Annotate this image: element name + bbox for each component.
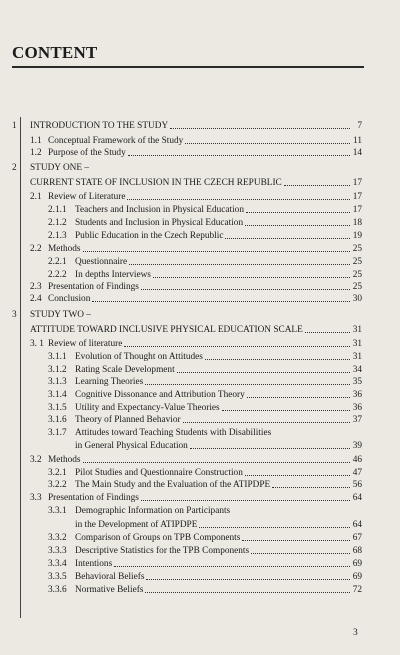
dot-leader	[114, 565, 350, 567]
toc-entry	[12, 121, 362, 131]
dot-leader	[124, 345, 350, 347]
toc-entry-title: Review of literature	[48, 339, 123, 349]
toc-entry-number: 2	[12, 163, 17, 173]
toc-entry-title: in the Development of ATIPDPE	[75, 520, 198, 530]
toc-entry-title: Questionnaire	[75, 257, 128, 267]
toc-entry	[30, 192, 362, 202]
toc-entry-number: 3.1.2	[48, 365, 67, 375]
toc-entry-number: 3.3.3	[48, 546, 67, 556]
toc-entry	[48, 270, 362, 280]
toc-entry-title: Normative Beliefs	[75, 585, 144, 595]
toc-entry	[12, 178, 362, 188]
toc-entry-page: 34	[352, 365, 362, 375]
toc-entry-number: 3.1.1	[48, 352, 67, 362]
toc-entry-title: Intentions	[75, 559, 113, 569]
toc-entry-title: ATTITUDE TOWARD INCLUSIVE PHYSICAL EDUCATION SCALE	[30, 325, 303, 335]
toc-entry-page: 31	[352, 325, 362, 335]
toc-entry-page: 47	[352, 468, 362, 478]
toc-entry-title: Presentation of Findings	[48, 282, 139, 292]
toc-entry-title: Students and Inclusion in Physical Education	[75, 218, 244, 228]
toc-entry	[48, 205, 362, 215]
toc-entry	[12, 325, 362, 335]
toc-entry-page: 17	[352, 205, 362, 215]
toc-entry-title: INTRODUCTION TO THE STUDY	[30, 121, 169, 131]
page-number: 3	[353, 628, 358, 638]
toc-entry-number: 2.1.3	[48, 231, 67, 241]
dot-leader	[153, 276, 350, 278]
dot-leader	[245, 224, 350, 226]
toc-entry-page: 37	[352, 415, 362, 425]
toc-entry-page: 11	[353, 136, 362, 146]
toc-entry	[48, 415, 362, 425]
toc-entry-title: Review of Literature	[48, 192, 126, 202]
title-underline	[12, 66, 364, 68]
toc-entry-number: 3.3.6	[48, 585, 67, 595]
toc-entry-page: 67	[352, 533, 362, 543]
toc-entry-number: 2.1.1	[48, 205, 67, 215]
toc-entry-page: 68	[352, 546, 362, 556]
toc-entry-number: 3.3.2	[48, 533, 67, 543]
toc-entry-page: 39	[352, 441, 362, 451]
toc-entry	[30, 244, 362, 254]
toc-entry-page: 56	[352, 480, 362, 490]
toc-entry	[48, 533, 362, 543]
toc-entry-page: 18	[352, 218, 362, 228]
toc-entry-number: 3.3.1	[48, 506, 67, 516]
toc-entry-page: 36	[352, 390, 362, 400]
toc-entry	[48, 585, 362, 595]
dot-leader	[305, 331, 350, 333]
toc-entry-number: 2.2.1	[48, 257, 67, 267]
toc-entry	[48, 559, 362, 569]
dot-leader	[83, 461, 350, 463]
dot-leader	[242, 539, 350, 541]
toc-entry	[48, 520, 362, 530]
toc-entry-page: 30	[352, 294, 362, 304]
toc-entry	[48, 377, 362, 387]
toc-entry-number: 2.4	[30, 294, 42, 304]
toc-entry-page: 25	[352, 282, 362, 292]
toc-entry-page: 31	[352, 352, 362, 362]
toc-entry-number: 2.1.2	[48, 218, 67, 228]
toc-entry-number: 3	[12, 310, 17, 320]
toc-entry-number: 3.1.5	[48, 403, 67, 413]
toc-entry	[48, 390, 362, 400]
toc-entry	[48, 218, 362, 228]
dot-leader	[92, 300, 350, 302]
toc-entry-title: Attitudes toward Teaching Students with Disabilities	[75, 428, 272, 438]
toc-entry-page: 64	[352, 493, 362, 503]
dot-leader	[145, 383, 350, 385]
toc-entry-number: 1.2	[30, 148, 42, 158]
toc-entry-page: 72	[352, 585, 362, 595]
toc-entry-page: 7	[357, 121, 362, 131]
toc-entry-number: 1	[12, 121, 17, 131]
toc-entry-title: Evolution of Thought on Attitudes	[75, 352, 203, 362]
toc-entry-number: 3.3.5	[48, 572, 67, 582]
dot-leader	[185, 142, 350, 144]
dot-leader	[284, 184, 350, 186]
toc-entry-title: STUDY ONE –	[30, 163, 90, 173]
toc-entry-title: The Main Study and the Evaluation of the ATIPDPE	[75, 480, 271, 490]
dot-leader	[225, 237, 350, 239]
toc-entry-title: Utility and Expectancy-Value Theories	[75, 403, 220, 413]
toc-entry-page: 31	[352, 339, 362, 349]
dot-leader	[222, 409, 350, 411]
toc-entry	[48, 428, 362, 438]
dot-leader	[246, 211, 350, 213]
dot-leader	[251, 552, 350, 554]
toc-entry	[48, 468, 362, 478]
toc-entry-number: 3.3	[30, 493, 42, 503]
page-title: CONTENT	[12, 43, 98, 62]
toc-entry	[30, 455, 362, 465]
toc-entry-page: 17	[352, 178, 362, 188]
dot-leader	[129, 263, 350, 265]
toc-entry-title: Demographic Information on Participants	[75, 506, 231, 516]
toc-entry-page: 25	[352, 244, 362, 254]
toc-entry-page: 14	[352, 148, 362, 158]
toc-entry-page: 17	[352, 192, 362, 202]
toc-entry-title: In depths Interviews	[75, 270, 151, 280]
dot-leader	[145, 591, 350, 593]
toc-entry-page: 19	[352, 231, 362, 241]
toc-entry-title: Learning Theories	[75, 377, 144, 387]
toc-entry	[30, 136, 362, 146]
toc-entry	[48, 480, 362, 490]
dot-leader	[141, 499, 350, 501]
toc-entry-page: 25	[352, 257, 362, 267]
toc-entry	[48, 403, 362, 413]
toc-entry	[48, 365, 362, 375]
toc-entry-title: Behavioral Beliefs	[75, 572, 145, 582]
toc-entry	[48, 257, 362, 267]
dot-leader	[170, 127, 350, 129]
toc-entry-title: CURRENT STATE OF INCLUSION IN THE CZECH REPUBLIC	[30, 178, 282, 188]
toc-entry-page: 46	[352, 455, 362, 465]
toc-entry	[30, 339, 362, 349]
toc-entry-title: Cognitive Dissonance and Attribution Theory	[75, 390, 245, 400]
toc-entry	[30, 493, 362, 503]
toc-entry-title: Conceptual Framework of the Study	[48, 136, 184, 146]
toc-entry-title: Teachers and Inclusion in Physical Education	[75, 205, 244, 215]
toc-entry-title: Public Education in the Czech Republic	[75, 231, 224, 241]
dot-leader	[199, 526, 350, 528]
toc-entry-page: 35	[352, 377, 362, 387]
toc-entry	[48, 546, 362, 556]
toc-entry-number: 1.1	[30, 136, 42, 146]
dot-leader	[205, 358, 350, 360]
toc-entry-number: 2.2	[30, 244, 42, 254]
toc-entry	[48, 231, 362, 241]
toc-entry	[48, 572, 362, 582]
toc-entry-number: 2.2.2	[48, 270, 67, 280]
dot-leader	[146, 578, 350, 580]
dot-leader	[128, 154, 350, 156]
toc-entry-number: 3.2	[30, 455, 42, 465]
toc-entry-title: Conclusion	[48, 294, 91, 304]
toc-entry	[48, 352, 362, 362]
toc-entry-number: 2.3	[30, 282, 42, 292]
toc-entry	[48, 506, 362, 516]
toc-entry-page: 69	[352, 572, 362, 582]
toc-entry	[48, 441, 362, 451]
toc-entry-page: 64	[352, 520, 362, 530]
toc-entry-number: 2.1	[30, 192, 42, 202]
dot-leader	[177, 371, 350, 373]
toc-entry-number: 3.2.1	[48, 468, 67, 478]
dot-leader	[127, 198, 350, 200]
toc-entry-title: Presentation of Findings	[48, 493, 139, 503]
toc-entry-title: Rating Scale Development	[75, 365, 175, 375]
toc-entry-title: STUDY TWO –	[30, 310, 91, 320]
toc-entry-number: 3.3.4	[48, 559, 67, 569]
toc-entry-page: 36	[352, 403, 362, 413]
dot-leader	[272, 486, 350, 488]
dot-leader	[247, 396, 350, 398]
toc-entry-title: Methods	[48, 455, 81, 465]
toc-entry-number: 3.1.6	[48, 415, 67, 425]
toc-entry	[30, 282, 362, 292]
toc-entry-number: 3.1.3	[48, 377, 67, 387]
toc-entry-title: Purpose of the Study	[48, 148, 126, 158]
dot-leader	[183, 421, 350, 423]
toc-entry	[12, 163, 362, 173]
toc-entry-number: 3. 1	[30, 339, 44, 349]
dot-leader	[245, 474, 350, 476]
toc-entry-title: Pilot Studies and Questionnaire Construction	[75, 468, 243, 478]
toc-entry-number: 3.1.7	[48, 428, 67, 438]
toc-entry	[30, 294, 362, 304]
toc-entry-page: 25	[352, 270, 362, 280]
dot-leader	[141, 288, 350, 290]
toc-entry-title: Descriptive Statistics for the TPB Components	[75, 546, 250, 556]
toc-entry	[30, 148, 362, 158]
toc-entry-number: 3.2.2	[48, 480, 67, 490]
toc-entry-number: 3.1.4	[48, 390, 67, 400]
toc-entry-title: Methods	[48, 244, 81, 254]
toc-entry-page: 69	[352, 559, 362, 569]
dot-leader	[83, 250, 350, 252]
toc-entry-title: in General Physical Education	[75, 441, 188, 451]
toc-entry-title: Theory of Planned Behavior	[75, 415, 181, 425]
toc-side-rule	[20, 117, 21, 618]
toc-entry-title: Comparison of Groups on TPB Components	[75, 533, 241, 543]
dot-leader	[190, 447, 350, 449]
toc-entry	[12, 310, 362, 320]
